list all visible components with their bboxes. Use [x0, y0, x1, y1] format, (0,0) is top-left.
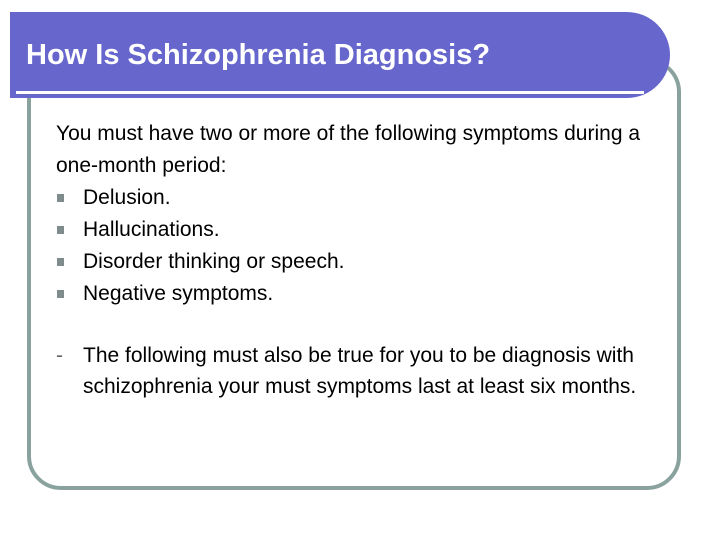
list-item-text: Delusion. [83, 186, 171, 209]
symptom-list [56, 182, 676, 310]
list-item-text: Disorder thinking or speech. [83, 250, 345, 273]
title-bar [10, 12, 670, 98]
list-item [56, 246, 676, 278]
list-item [56, 214, 676, 246]
square-bullet-icon [57, 258, 64, 266]
list-item [56, 182, 676, 214]
list-item-text: Hallucinations. [83, 218, 220, 241]
slide-title: How Is Schizophrenia Diagnosis? [26, 39, 491, 71]
note-text: The following must also be true for you to be diagnosis with schizophrenia your must symptoms last at least six months. [83, 344, 637, 398]
intro-text: You must have two or more of the following symptoms during a one-month period: [56, 122, 641, 177]
dash-bullet: - [56, 344, 63, 367]
list-item-text: Negative symptoms. [83, 282, 274, 305]
requirement-note [56, 340, 676, 402]
square-bullet-icon [57, 290, 64, 298]
slide-content [56, 118, 676, 402]
square-bullet-icon [57, 194, 64, 202]
list-item [56, 278, 676, 310]
square-bullet-icon [57, 226, 64, 234]
title-underline [16, 91, 644, 94]
